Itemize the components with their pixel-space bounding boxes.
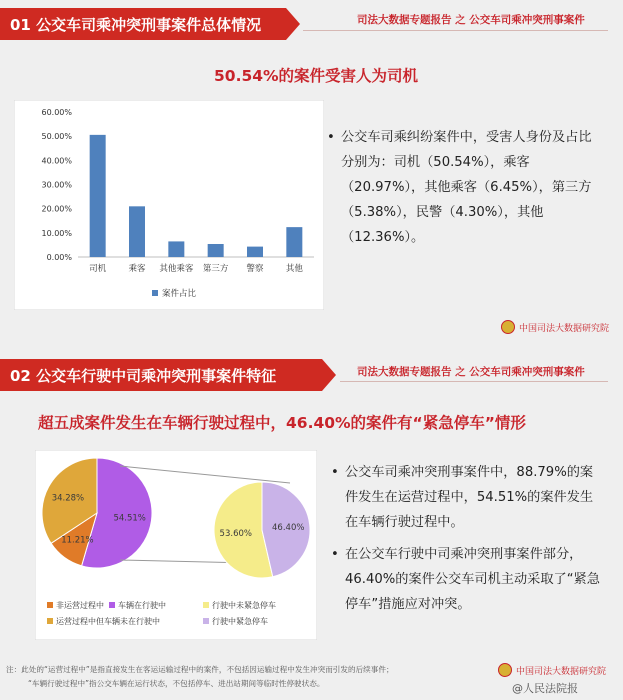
bar-y-tick-label: 50.00%: [41, 132, 72, 142]
bar: [168, 241, 184, 257]
sub-pie-slice-label: 46.40%: [272, 523, 305, 534]
credit-text: @人民法院报: [512, 682, 578, 695]
pie-legend-label: 行驶中紧急停车: [212, 617, 268, 626]
bar: [129, 206, 145, 257]
pie-slice-label: 54.51%: [113, 513, 146, 524]
section2-header-rule: [340, 381, 608, 382]
pie-legend-swatch: [203, 618, 209, 624]
section2-watermark: [498, 663, 606, 677]
section1-headline: 50.54%的案件受害人为司机: [214, 67, 419, 85]
bar-legend-swatch: [152, 290, 158, 296]
sub-pie-chart: [210, 478, 315, 583]
section1-header-right: 司法大数据专题报告 之 公交车司乘冲突刑事案件: [357, 14, 585, 26]
section1-watermark: [501, 320, 609, 334]
court-emblem-icon: [501, 320, 515, 334]
footnote-line-2: “车辆行驶过程中”指公交车辆在运行状态，不包括停车、进出站期间等临时性停驶状态。: [28, 679, 325, 688]
section1-header-rule: [303, 30, 608, 31]
bar-y-tick-label: 0.00%: [46, 253, 72, 262]
section2-headline: 超五成案件发生在车辆行驶过程中，46.40%的案件有“紧急停车”情形: [38, 414, 526, 432]
bullet-dot: •: [327, 130, 335, 145]
bar-category-label: 乘客: [128, 264, 146, 274]
section1-tag-text: 01 公交车司乘冲突刑事案件总体情况: [10, 15, 262, 34]
bullet-dot: •: [331, 465, 339, 480]
pie-legend-swatch: [203, 602, 209, 608]
section1-bullet: [327, 125, 603, 250]
bar-category-label: 司机: [89, 264, 107, 274]
bar-category-label: 其他: [285, 264, 303, 274]
pie-slice-label: 34.28%: [51, 493, 85, 504]
bar-legend-label: 案件占比: [162, 289, 197, 299]
bar-category-label: 其他乘客: [159, 264, 194, 274]
section2-tag: [0, 359, 322, 391]
section1-bullet-text: 公交车司乘纠纷案件中，受害人身份及占比分别为：司机（50.54%），乘客（20.97%），其他乘客（6.45%），第三方（5.38%），民警（4.30%），其他（12.36%）。: [341, 130, 592, 245]
pie-legend-label: 运营过程中但车辆未在行驶中: [56, 617, 160, 626]
pie-legend-label: 非运营过程中: [56, 601, 104, 610]
pie-legend-label: 车辆在行驶中: [118, 601, 166, 610]
bar-y-tick-label: 30.00%: [41, 180, 72, 190]
section2-bullet-1: [331, 460, 603, 535]
section2-tag-text: 02 公交车行驶中司乘冲突刑事案件特征: [10, 366, 277, 385]
footnote-line-1: 注：此处的“运营过程中”是指直接发生在客运运输过程中的案件，不包括因运输过程中发生冲突而引发的后续事件；: [6, 665, 394, 674]
sub-pie-slice-label: 53.60%: [219, 528, 252, 539]
bar-y-tick-label: 60.00%: [41, 108, 72, 117]
pie-slice-label: 11.21%: [61, 535, 94, 546]
bar: [90, 135, 106, 257]
section2-watermark-text: 中国司法大数据研究院: [516, 666, 607, 677]
section1-tag: [0, 8, 286, 40]
pie-legend-swatch: [47, 602, 53, 608]
victim-bar-chart: [14, 100, 324, 310]
section2-header-right: 司法大数据专题报告 之 公交车司乘冲突刑事案件: [357, 366, 585, 378]
section2-bullet-1-text: 公交车司乘冲突刑事案件中，88.79%的案件发生在运营过程中，54.51%的案件发生在车辆行驶过程中。: [345, 465, 594, 530]
pie-legend-swatch: [109, 602, 115, 608]
section2-bullet-2: [331, 542, 603, 617]
section1-watermark-text: 中国司法大数据研究院: [519, 323, 610, 334]
bullet-dot: •: [331, 547, 339, 562]
bar-y-tick-label: 40.00%: [41, 156, 72, 166]
pie-legend-swatch: [47, 618, 53, 624]
pie-legend-label: 行驶中未紧急停车: [212, 601, 276, 610]
bar-category-label: 警察: [246, 264, 264, 274]
court-emblem-icon: [498, 663, 512, 677]
section2-bullet-2-text: 在公交车行驶中司乘冲突刑事案件部分，46.40%的案件公交车司机主动采取了“紧急停车”措施应对冲突。: [345, 547, 600, 612]
bar: [286, 227, 302, 257]
bar-y-tick-label: 10.00%: [41, 228, 72, 238]
bar-y-tick-label: 20.00%: [41, 204, 72, 214]
bar: [208, 244, 224, 257]
bar-category-label: 第三方: [202, 264, 229, 274]
bar: [247, 247, 263, 257]
